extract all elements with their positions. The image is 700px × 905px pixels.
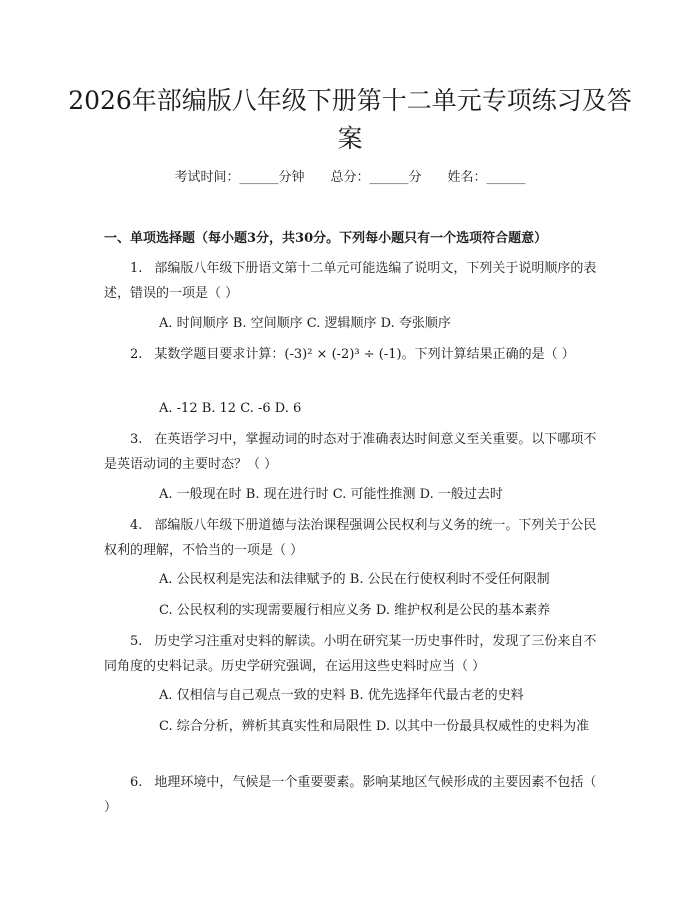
- section-heading: 一、单项选择题（每小题3分，共30分。下列每小题只有一个选项符合题意）: [104, 231, 548, 246]
- question-5-option-line-1: A. 仅相信与自己观点一致的史料 B. 优先选择年代最古老的史料: [159, 688, 524, 703]
- question-5-option-line-2: C. 综合分析，辨析其真实性和局限性 D. 以其中一份最具权威性的史料为准: [159, 719, 590, 734]
- question-2: [104, 342, 599, 367]
- question-3: [104, 427, 599, 477]
- question-5-number: 5.: [130, 634, 143, 649]
- question-4-option-line-1: A. 公民权利是宪法和法律赋予的 B. 公民在行使权利时不受任何限制: [159, 572, 550, 587]
- exam-info-line: [0, 168, 700, 188]
- question-6: [104, 770, 599, 820]
- exam-time-label: 考试时间：______分钟: [174, 170, 305, 185]
- question-4-number: 4.: [130, 518, 143, 533]
- question-6-number: 6.: [130, 775, 143, 790]
- question-5-text: 历史学习注重对史料的解读。小明在研究某一历史事件时，发现了三份来自不同角度的史料记录。历史学研究强调，在运用这些史料时应当（ ）: [104, 634, 597, 674]
- question-4-text: 部编版八年级下册道德与法治课程强调公民权利与义务的统一。下列关于公民权利的理解，不恰当的一项是（ ）: [104, 518, 597, 558]
- document-title: 2026年部编版八年级下册第十二单元专项练习及答案: [68, 86, 632, 153]
- question-2-options: A. -12 B. 12 C. -6 D. 6: [159, 401, 302, 416]
- question-2-text: 某数学题目要求计算：(-3)² × (-2)³ ÷ (-1)。下列计算结果正确的是（ ）: [154, 347, 575, 362]
- student-name-label: 姓名：______: [447, 170, 526, 185]
- question-5: [104, 629, 599, 679]
- question-1: [104, 256, 599, 306]
- question-1-text: 部编版八年级下册语文第十二单元可能选编了说明文，下列关于说明顺序的表述，错误的一项是（ ）: [104, 261, 597, 301]
- question-3-number: 3.: [130, 432, 143, 447]
- question-4-option-line-2: C. 公民权利的实现需要履行相应义务 D. 维护权利是公民的基本素养: [159, 603, 551, 618]
- question-3-text: 在英语学习中，掌握动词的时态对于准确表达时间意义至关重要。以下哪项不是英语动词的主要时态？（ ）: [104, 432, 597, 472]
- question-1-number: 1.: [130, 261, 143, 276]
- total-score-label: 总分：______分: [330, 170, 422, 185]
- question-1-options: A. 时间顺序 B. 空间顺序 C. 逻辑顺序 D. 夸张顺序: [159, 316, 451, 331]
- question-6-text: 地理环境中，气候是一个重要要素。影响某地区气候形成的主要因素不包括（ ）: [104, 775, 597, 815]
- question-4: [104, 513, 599, 563]
- question-3-options: A. 一般现在时 B. 现在进行时 C. 可能性推测 D. 一般过去时: [159, 487, 503, 502]
- question-2-number: 2.: [130, 347, 143, 362]
